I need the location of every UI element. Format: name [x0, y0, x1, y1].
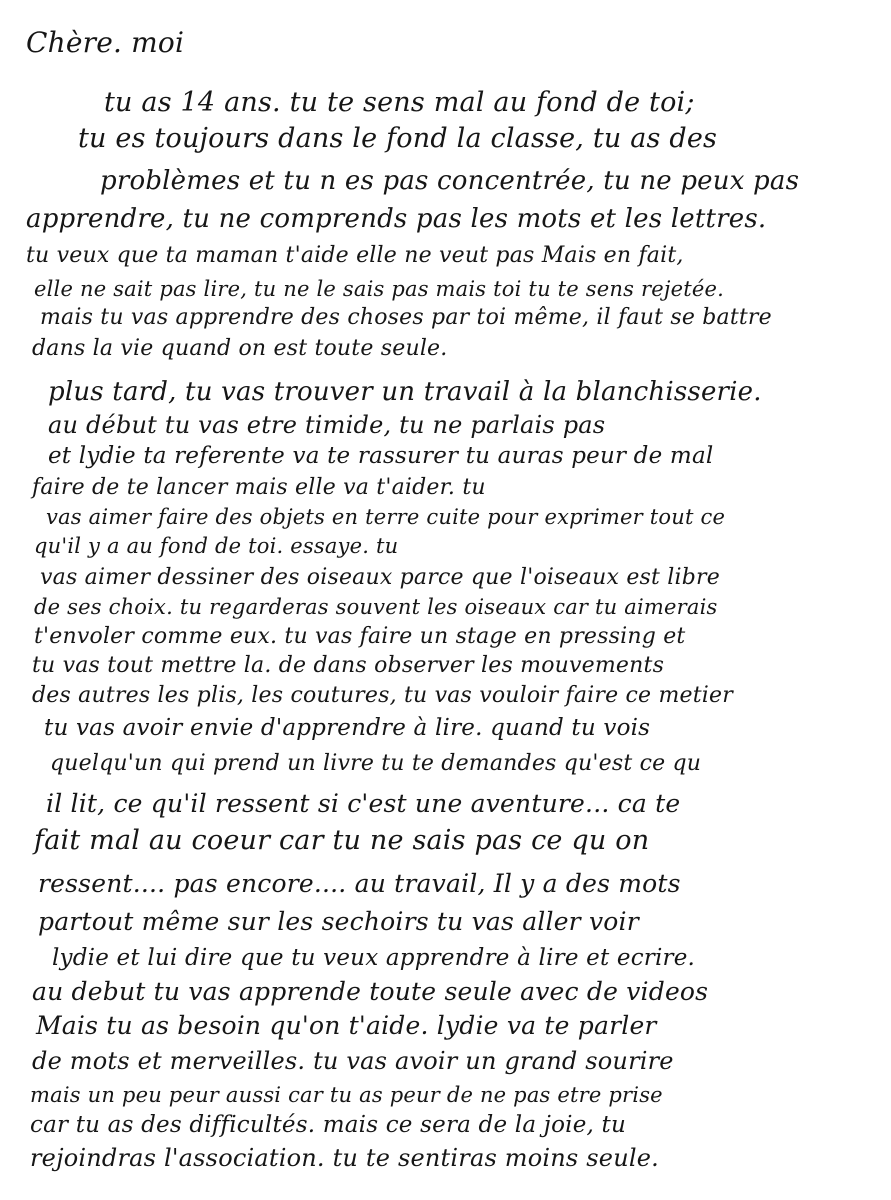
letter-line: tu as 14 ans. tu te sens mal au fond de toi; [104, 87, 695, 118]
letter-line: tu es toujours dans le fond la classe, tu as des [78, 123, 718, 154]
letter-line: vas aimer faire des objets en terre cuite pour exprimer tout ce [46, 505, 726, 529]
letter-line: au début tu vas etre timide, tu ne parlais pas [48, 411, 606, 439]
letter-line: de ses choix. tu regarderas souvent les oiseaux car tu aimerais [34, 595, 718, 619]
letter-line: partout même sur les sechoirs tu vas aller voir [38, 907, 639, 936]
letter-line: des autres les plis, les coutures, tu vas vouloir faire ce metier [32, 683, 733, 708]
letter-line: tu vas avoir envie d'apprendre à lire. quand tu vois [44, 715, 651, 741]
letter-line: fait mal au coeur car tu ne sais pas ce qu on [34, 825, 650, 856]
letter-line: et lydie ta referente va te rassurer tu auras peur de mal [48, 443, 714, 469]
letter-line: car tu as des difficultés. mais ce sera de la joie, tu [30, 1112, 627, 1138]
letter-line: elle ne sait pas lire, tu ne le sais pas mais toi tu te sens rejetée. [34, 277, 724, 301]
letter-line: vas aimer dessiner des oiseaux parce que l'oiseaux est libre [40, 565, 720, 590]
letter-line: de mots et merveilles. tu vas avoir un grand sourire [32, 1047, 674, 1075]
letter-line: dans la vie quand on est toute seule. [32, 336, 448, 361]
letter-line: rejoindras l'association. tu te sentiras moins seule. [30, 1144, 659, 1172]
letter-line: qu'il y a au fond de toi. essaye. tu [34, 534, 399, 558]
letter-salutation: Chère. moi [26, 26, 185, 59]
letter-line: mais tu vas apprendre des choses par toi même, il faut se battre [40, 305, 772, 330]
letter-line: lydie et lui dire que tu veux apprendre à lire et ecrire. [52, 945, 696, 971]
letter-line: faire de te lancer mais elle va t'aider. tu [32, 475, 486, 500]
letter-line: t'envoler comme eux. tu vas faire un stage en pressing et [34, 624, 686, 649]
letter-line: tu veux que ta maman t'aide elle ne veut pas Mais en fait, [26, 243, 684, 268]
letter-line: au debut tu vas apprende toute seule avec de videos [32, 977, 709, 1006]
letter-line: ressent.... pas encore.... au travail, Il y a des mots [38, 869, 681, 898]
letter-line: Mais tu as besoin qu'on t'aide. lydie va te parler [36, 1011, 657, 1040]
letter-line: plus tard, tu vas trouver un travail à la blanchisserie. [48, 377, 762, 407]
letter-line: quelqu'un qui prend un livre tu te demandes qu'est ce qu [50, 751, 702, 776]
letter-line: apprendre, tu ne comprends pas les mots et les lettres. [26, 204, 767, 234]
letter-line: problèmes et tu n es pas concentrée, tu ne peux pas [100, 166, 800, 196]
letter-line: il lit, ce qu'il ressent si c'est une aventure... ca te [46, 789, 681, 818]
letter-line: mais un peu peur aussi car tu as peur de ne pas etre prise [30, 1083, 663, 1107]
letter-line: tu vas tout mettre la. de dans observer les mouvements [32, 653, 665, 678]
